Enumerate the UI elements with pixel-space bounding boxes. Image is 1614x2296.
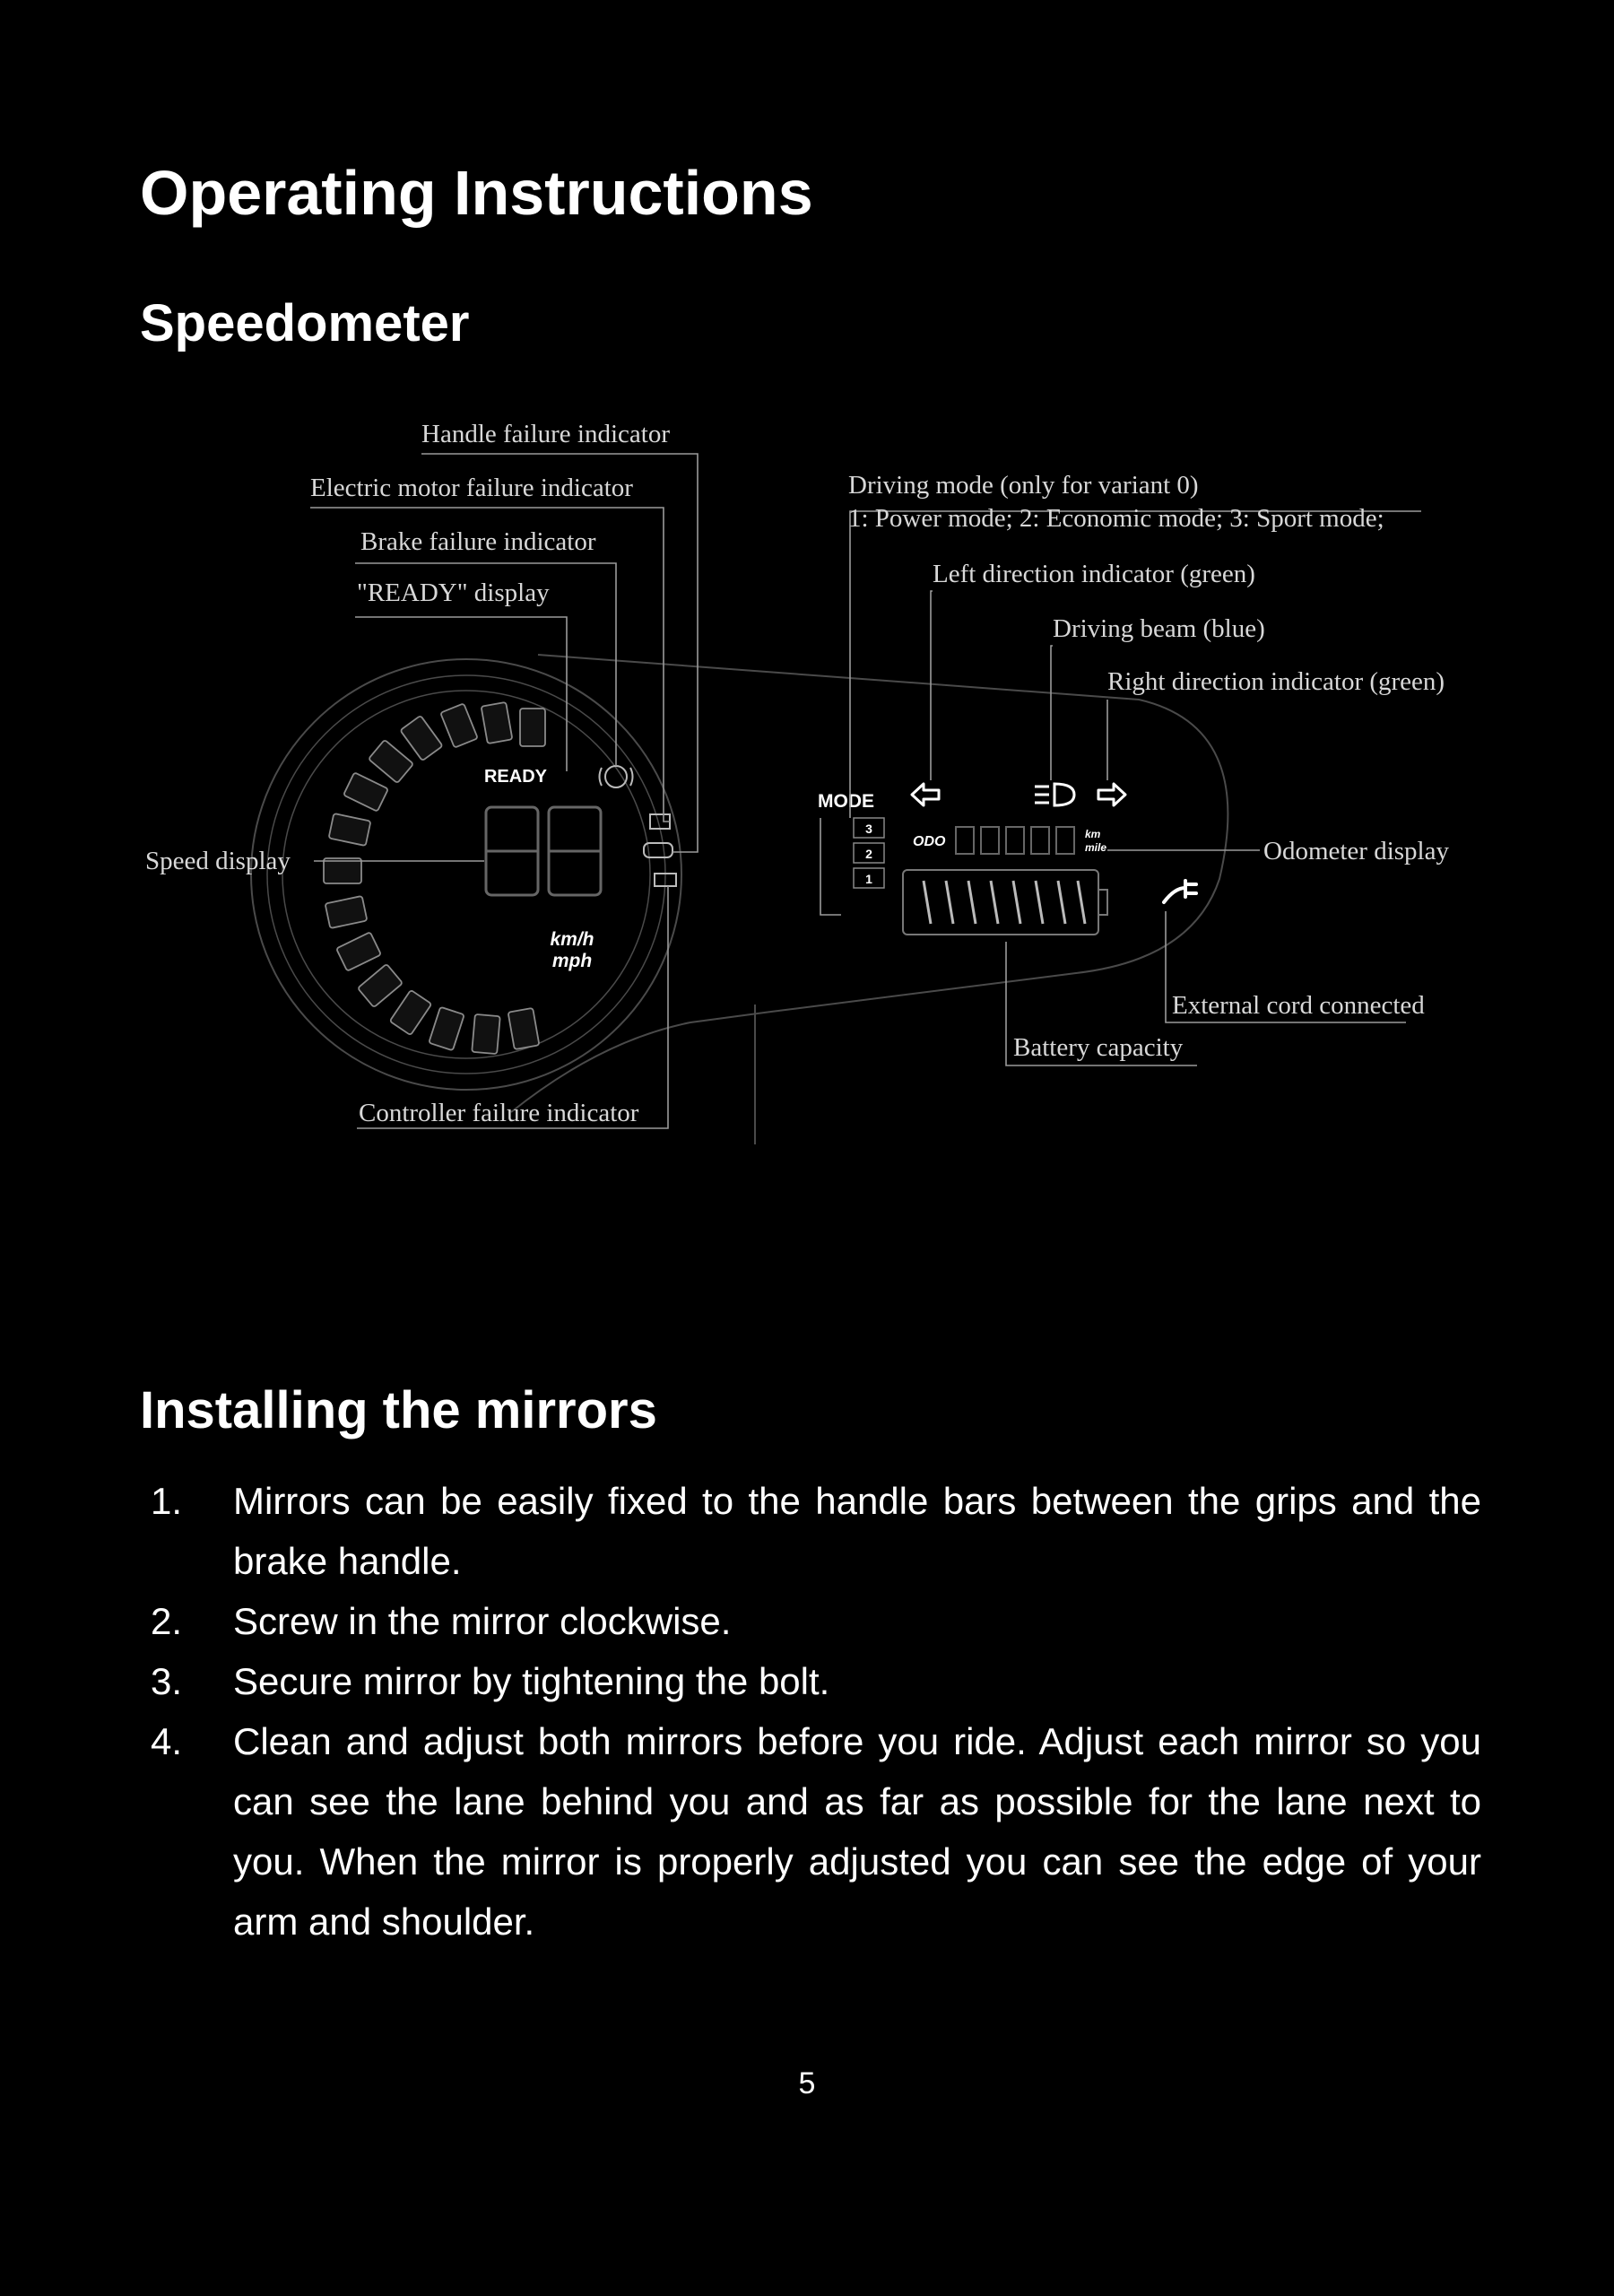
label-ready-display: "READY" display — [357, 578, 550, 607]
odo-unit-mile: mile — [1085, 841, 1107, 854]
speed-arc-segments — [324, 702, 545, 1054]
ready-indicator: READY — [483, 767, 548, 787]
page-title: Operating Instructions — [140, 158, 813, 228]
external-cord-icon — [1164, 881, 1196, 902]
step-text: Secure mirror by tightening the bolt. — [233, 1660, 830, 1702]
step-number: 3. — [151, 1660, 183, 1702]
label-external-cord: External cord connected — [1172, 991, 1425, 1020]
right-arrow-icon — [1098, 784, 1125, 805]
odo-label: ODO — [913, 834, 946, 849]
leader-driving-mode — [850, 511, 1421, 818]
left-arrow-icon — [912, 784, 939, 805]
battery-gauge — [903, 870, 1107, 935]
step-number: 2. — [151, 1600, 183, 1642]
mode-label: MODE — [818, 791, 874, 812]
label-driving-mode: Driving mode (only for variant 0) — [848, 471, 1199, 500]
odometer-digits — [956, 827, 1074, 854]
label-motor-failure: Electric motor failure indicator — [310, 474, 633, 502]
step-number: 1. — [151, 1480, 183, 1522]
step-text: Clean and adjust both mirrors before you ride. Adjust each mirror so you can see the lane behind you and as far as possible for the lane next to you. When the mirror is properly adjusted you can see the edge of your arm and shoulder. — [233, 1720, 1481, 1943]
odo-unit-km: km — [1085, 828, 1101, 840]
list-item — [140, 1651, 1481, 1711]
list-item — [140, 1711, 1481, 1952]
speed-digits — [486, 807, 601, 895]
label-speed-display: Speed display — [145, 847, 291, 875]
label-driving-mode-detail: 1: Power mode; 2: Economic mode; 3: Sport mode; — [848, 504, 1384, 533]
mode-level-3: 3 — [865, 822, 872, 836]
step-text: Screw in the mirror clockwise. — [233, 1600, 732, 1642]
unit-kmh: km/h — [550, 929, 594, 950]
speedometer-heading: Speedometer — [140, 294, 470, 352]
label-right-indicator: Right direction indicator (green) — [1107, 667, 1445, 696]
label-driving-beam: Driving beam (blue) — [1053, 614, 1265, 643]
speedometer-diagram — [134, 413, 1480, 1157]
mode-level-1: 1 — [865, 872, 872, 886]
label-controller-failure: Controller failure indicator — [359, 1099, 639, 1127]
leader-driving-beam — [1051, 646, 1053, 780]
mirrors-heading: Installing the mirrors — [140, 1381, 657, 1439]
mode-bracket — [820, 818, 841, 915]
page-number: 5 — [798, 2066, 816, 2100]
brake-failure-icon — [600, 766, 633, 787]
mode-level-2: 2 — [865, 847, 872, 861]
label-handle-failure: Handle failure indicator — [421, 420, 670, 448]
step-text: Mirrors can be easily fixed to the handle bars between the grips and the brake handle. — [233, 1480, 1481, 1582]
unit-mph: mph — [551, 951, 593, 971]
list-item — [140, 1471, 1481, 1591]
driving-beam-icon — [1035, 784, 1074, 805]
mirror-steps-list — [140, 1471, 1481, 1952]
label-brake-failure: Brake failure indicator — [360, 527, 596, 556]
leader-left-indicator — [931, 591, 933, 780]
step-number: 4. — [151, 1720, 183, 1762]
label-left-indicator: Left direction indicator (green) — [933, 560, 1255, 588]
leader-handle-failure — [421, 454, 698, 852]
label-battery: Battery capacity — [1013, 1033, 1184, 1062]
list-item — [140, 1591, 1481, 1651]
label-odometer: Odometer display — [1263, 837, 1449, 865]
